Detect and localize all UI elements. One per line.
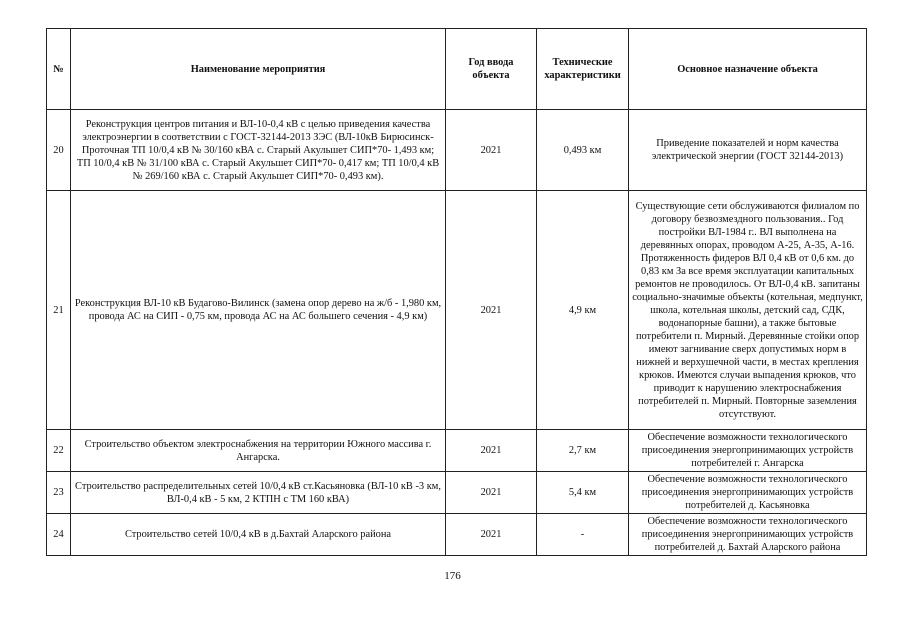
header-name: Наименование мероприятия (71, 29, 446, 110)
cell-tech: 2,7 км (537, 430, 629, 472)
header-tech: Технические характеристики (537, 29, 629, 110)
cell-purpose: Обеспечение возможности технологического присоединения энергопринимающих устройств потребителей д. Бахтай Аларского района (629, 514, 867, 556)
cell-tech: 4,9 км (537, 191, 629, 430)
table-row (47, 110, 867, 191)
table-row (47, 514, 867, 556)
cell-name: Строительство сетей 10/0,4 кВ в д.Бахтай Аларского района (71, 514, 446, 556)
cell-tech: - (537, 514, 629, 556)
table-header-row (47, 29, 867, 110)
header-num: № (47, 29, 71, 110)
table-row (47, 430, 867, 472)
page-number: 176 (444, 570, 461, 582)
cell-num: 24 (47, 514, 71, 556)
cell-tech: 5,4 км (537, 472, 629, 514)
cell-year: 2021 (446, 514, 537, 556)
cell-name: Строительство распределительных сетей 10/0,4 кВ ст.Касьяновка (ВЛ-10 кВ -3 км, ВЛ-0,4 кВ - 5 км, 2 КТПН с ТМ 160 кВА) (71, 472, 446, 514)
cell-year: 2021 (446, 110, 537, 191)
cell-year: 2021 (446, 191, 537, 430)
cell-num: 20 (47, 110, 71, 191)
cell-num: 22 (47, 430, 71, 472)
cell-name: Реконструкция центров питания и ВЛ-10-0,4 кВ с целью приведения качества электроэнергии в соответствии с ГОСТ-32144-2013 ЗЭС (ВЛ-10кВ Бирюсинск-Проточная ТП 10/0,4 кВ № 30/160 кВА с. Старый Акульшет СИП*70- 1,493 км; ТП 10/0,4 кВ № 31/100 кВА с. Старый Акульшет СИП*70- 0,417 км; ТП 10/0,4 кВ № 269/160 кВА с. Старый Акульшет СИП*70- 0,493 км). (71, 110, 446, 191)
cell-year: 2021 (446, 430, 537, 472)
header-year: Год ввода объекта (446, 29, 537, 110)
cell-purpose: Существующие сети обслуживаются филиалом по договору безвозмездного пользования.. Год постройки ВЛ-1984 г.. ВЛ выполнена на деревянных опорах, проводом А-25, А-35, А-16. Протяженность фидеров ВЛ 0,4 кВ от 0,6 км. до 0,83 км За все время эксплуатации капитальных ремонтов не проводилось. От ВЛ-0,4 кВ. запитаны социально-значимые объекты (котельная, медпункт, школа, котельная школы, детский сад, СДК, водонапорные башни), а также бытовые потребители п. Мирный. Деревянные стойки опор имеют загнивание сверх допустимых норм в нижней и верхушечной части, в местах крепления крюков. Имеются случаи выпадения крюков, что приводит к нарушению электроснабжения потребителей п. Мирный. Повторные заземления отсутствуют. (629, 191, 867, 430)
cell-num: 21 (47, 191, 71, 430)
investment-table (46, 28, 867, 556)
cell-tech: 0,493 км (537, 110, 629, 191)
table-row (47, 472, 867, 514)
cell-num: 23 (47, 472, 71, 514)
cell-purpose: Обеспечение возможности технологического присоединения энергопринимающих устройств потребителей д. Касьяновка (629, 472, 867, 514)
cell-purpose: Обеспечение возможности технологического присоединения энергопринимающих устройств потребителей г. Ангарска (629, 430, 867, 472)
table-row (47, 191, 867, 430)
cell-year: 2021 (446, 472, 537, 514)
cell-purpose: Приведение показателей и норм качества электрической энергии (ГОСТ 32144-2013) (629, 110, 867, 191)
cell-name: Строительство объектом электроснабжения на территории Южного массива г. Ангарска. (71, 430, 446, 472)
cell-name: Реконструкция ВЛ-10 кВ Будагово-Вилинск (замена опор дерево на ж/б - 1,980 км, провода АС на СИП - 0,75 км, провода АС на АС большего сечения - 4,9 км) (71, 191, 446, 430)
header-purpose: Основное назначение объекта (629, 29, 867, 110)
